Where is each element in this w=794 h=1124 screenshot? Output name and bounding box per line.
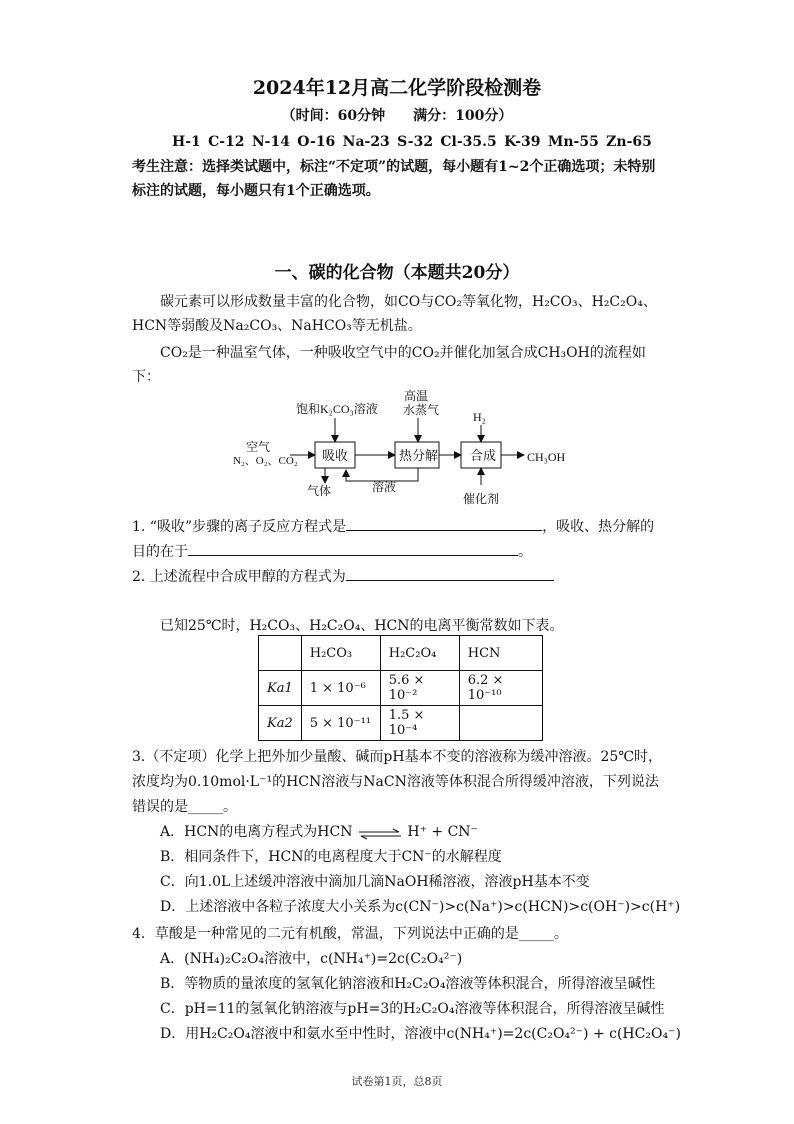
atomic-mass: K-39 bbox=[504, 134, 541, 150]
section-heading: 一、碳的化合物（本题共20分） bbox=[274, 263, 520, 283]
option-4d[interactable]: D．用H₂C₂O₄溶液中和氨水至中性时，溶液中c(NH₄⁺)=2c(C₂O₄²⁻) + c(HC₂O₄⁻) bbox=[160, 1026, 681, 1042]
table-cell: 5.6 × 10⁻² bbox=[380, 671, 459, 706]
flow-label-h2: H₂ bbox=[473, 410, 486, 424]
option-3a[interactable] bbox=[160, 822, 478, 842]
flow-label-air: 空气 bbox=[246, 440, 271, 454]
question-2 bbox=[132, 566, 554, 587]
table-cell bbox=[259, 636, 302, 671]
table-intro: 已知25℃时，H₂CO₃、H₂C₂O₄、HCN的电离平衡常数如下表。 bbox=[160, 618, 564, 634]
flow-label-high-temp: 高温 bbox=[404, 389, 429, 403]
atomic-mass: N-14 bbox=[251, 134, 290, 150]
table-row bbox=[259, 671, 543, 706]
table-cell: 5 × 10⁻¹¹ bbox=[301, 706, 380, 741]
table-cell: 1 × 10⁻⁶ bbox=[301, 671, 380, 706]
notice-line-2: 标注的试题，每小题只有1个正确选项。 bbox=[132, 183, 380, 199]
flow-label-gas-out: 气体 bbox=[307, 484, 332, 498]
question-3-line-2: 浓度均为0.10mol·L⁻¹的HCN溶液与NaCN溶液等体积混合所得缓冲溶液，下列说法 bbox=[132, 774, 659, 790]
atomic-mass: Cl-35.5 bbox=[440, 134, 497, 150]
question-1-text: 1. “吸收”步骤的离子反应方程式是 bbox=[132, 519, 347, 535]
question-1-line-1 bbox=[132, 516, 654, 537]
question-1-end: 。 bbox=[518, 544, 532, 560]
equilibrium-arrow-icon bbox=[357, 826, 403, 838]
flow-label-product: CH₃OH bbox=[527, 450, 566, 464]
table-cell: H₂C₂O₄ bbox=[380, 636, 459, 671]
flow-label-decompose: 热分解 bbox=[399, 448, 439, 463]
flow-label-steam: 水蒸气 bbox=[403, 403, 440, 417]
table-row bbox=[259, 636, 543, 671]
page-footer: 试卷第1页，总8页 bbox=[351, 1075, 443, 1088]
intro-line-3: CO₂是一种温室气体，一种吸收空气中的CO₂并催化加氢合成CH₃OH的流程如 bbox=[160, 345, 646, 361]
answer-blank[interactable] bbox=[346, 566, 554, 581]
question-1-text-cont: ，吸收、热分解的 bbox=[542, 519, 655, 535]
atomic-mass: H-1 bbox=[172, 134, 201, 150]
table-row bbox=[259, 706, 543, 741]
flow-label-absorb: 吸收 bbox=[322, 448, 349, 463]
flow-label-reagent: 饱和K₂CO₃溶液 bbox=[296, 402, 378, 416]
option-3c[interactable]: C．向1.0L上述缓冲溶液中滴加几滴NaOH稀溶液，溶液pH基本不变 bbox=[160, 874, 590, 890]
table-cell: Ka2 bbox=[259, 706, 302, 741]
atomic-mass: C-12 bbox=[208, 134, 245, 150]
option-3d[interactable]: D．上述溶液中各粒子浓度大小关系为c(CN⁻)>c(Na⁺)>c(HCN)>c(OH⁻)>c(H⁺) bbox=[160, 899, 681, 915]
atomic-masses bbox=[172, 132, 652, 152]
table-cell: 1.5 × 10⁻⁴ bbox=[380, 706, 459, 741]
exam-subtitle: （时间：60分钟 满分：100分） bbox=[281, 108, 513, 124]
option-3a-products: H⁺ + CN⁻ bbox=[407, 824, 478, 840]
question-1-line-2 bbox=[132, 541, 532, 562]
flow-label-synth: 合成 bbox=[470, 448, 497, 463]
atomic-mass: O-16 bbox=[297, 134, 336, 150]
ka-table bbox=[258, 635, 543, 741]
table-cell: HCN bbox=[459, 636, 542, 671]
option-4b[interactable]: B．等物质的量浓度的氢氧化钠溶液和H₂C₂O₄溶液等体积混合，所得溶液呈碱性 bbox=[160, 976, 656, 992]
page-title: 2024年12月高二化学阶段检测卷 bbox=[252, 77, 542, 99]
table-cell bbox=[459, 706, 542, 741]
question-4-stem: 4．草酸是一种常见的二元有机酸，常温，下列说法中正确的是_____。 bbox=[132, 926, 568, 942]
atomic-mass: Zn-65 bbox=[606, 134, 652, 150]
option-4a[interactable]: A．(NH₄)₂C₂O₄溶液中，c(NH₄⁺)=2c(C₂O₄²⁻) bbox=[160, 951, 463, 967]
option-3b[interactable]: B．相同条件下，HCN的电离程度大于CN⁻的水解程度 bbox=[160, 849, 502, 865]
question-2-text: 2. 上述流程中合成甲醇的方程式为 bbox=[132, 569, 346, 585]
atomic-mass: S-32 bbox=[397, 134, 434, 150]
flow-diagram bbox=[0, 385, 794, 515]
option-3a-text: A．HCN的电离方程式为HCN bbox=[160, 824, 353, 840]
intro-line-2: HCN等弱酸及Na₂CO₃、NaHCO₃等无机盐。 bbox=[132, 318, 422, 334]
flow-label-gases: N₂、O₂、CO₂ bbox=[233, 455, 298, 467]
notice-line-1: 考生注意：选择类试题中，标注“不定项”的试题，每小题有1~2个正确选项；未特别 bbox=[132, 159, 656, 175]
atomic-mass: Mn-55 bbox=[547, 134, 599, 150]
answer-blank[interactable] bbox=[346, 516, 542, 531]
answer-blank[interactable] bbox=[188, 541, 518, 556]
intro-line-1: 碳元素可以形成数量丰富的化合物，如CO与CO₂等氧化物，H₂CO₃、H₂C₂O₄、 bbox=[160, 294, 657, 310]
atomic-mass: Na-23 bbox=[342, 134, 390, 150]
question-1-purpose: 目的在于 bbox=[132, 544, 188, 560]
flow-label-catalyst: 催化剂 bbox=[463, 492, 500, 506]
flow-label-solution: 溶液 bbox=[372, 480, 397, 494]
table-cell: H₂CO₃ bbox=[301, 636, 380, 671]
table-cell: Ka1 bbox=[259, 671, 302, 706]
intro-line-4: 下： bbox=[132, 369, 160, 385]
question-3-line-1: 3.（不定项）化学上把外加少量酸、碱而pH基本不变的溶液称为缓冲溶液。25℃时， bbox=[132, 749, 663, 765]
option-4c[interactable]: C．pH=11的氢氧化钠溶液与pH=3的H₂C₂O₄溶液等体积混合，所得溶液呈碱性 bbox=[160, 1001, 665, 1017]
table-cell: 6.2 × 10⁻¹⁰ bbox=[459, 671, 542, 706]
question-3-line-3: 错误的是_____。 bbox=[132, 799, 237, 815]
